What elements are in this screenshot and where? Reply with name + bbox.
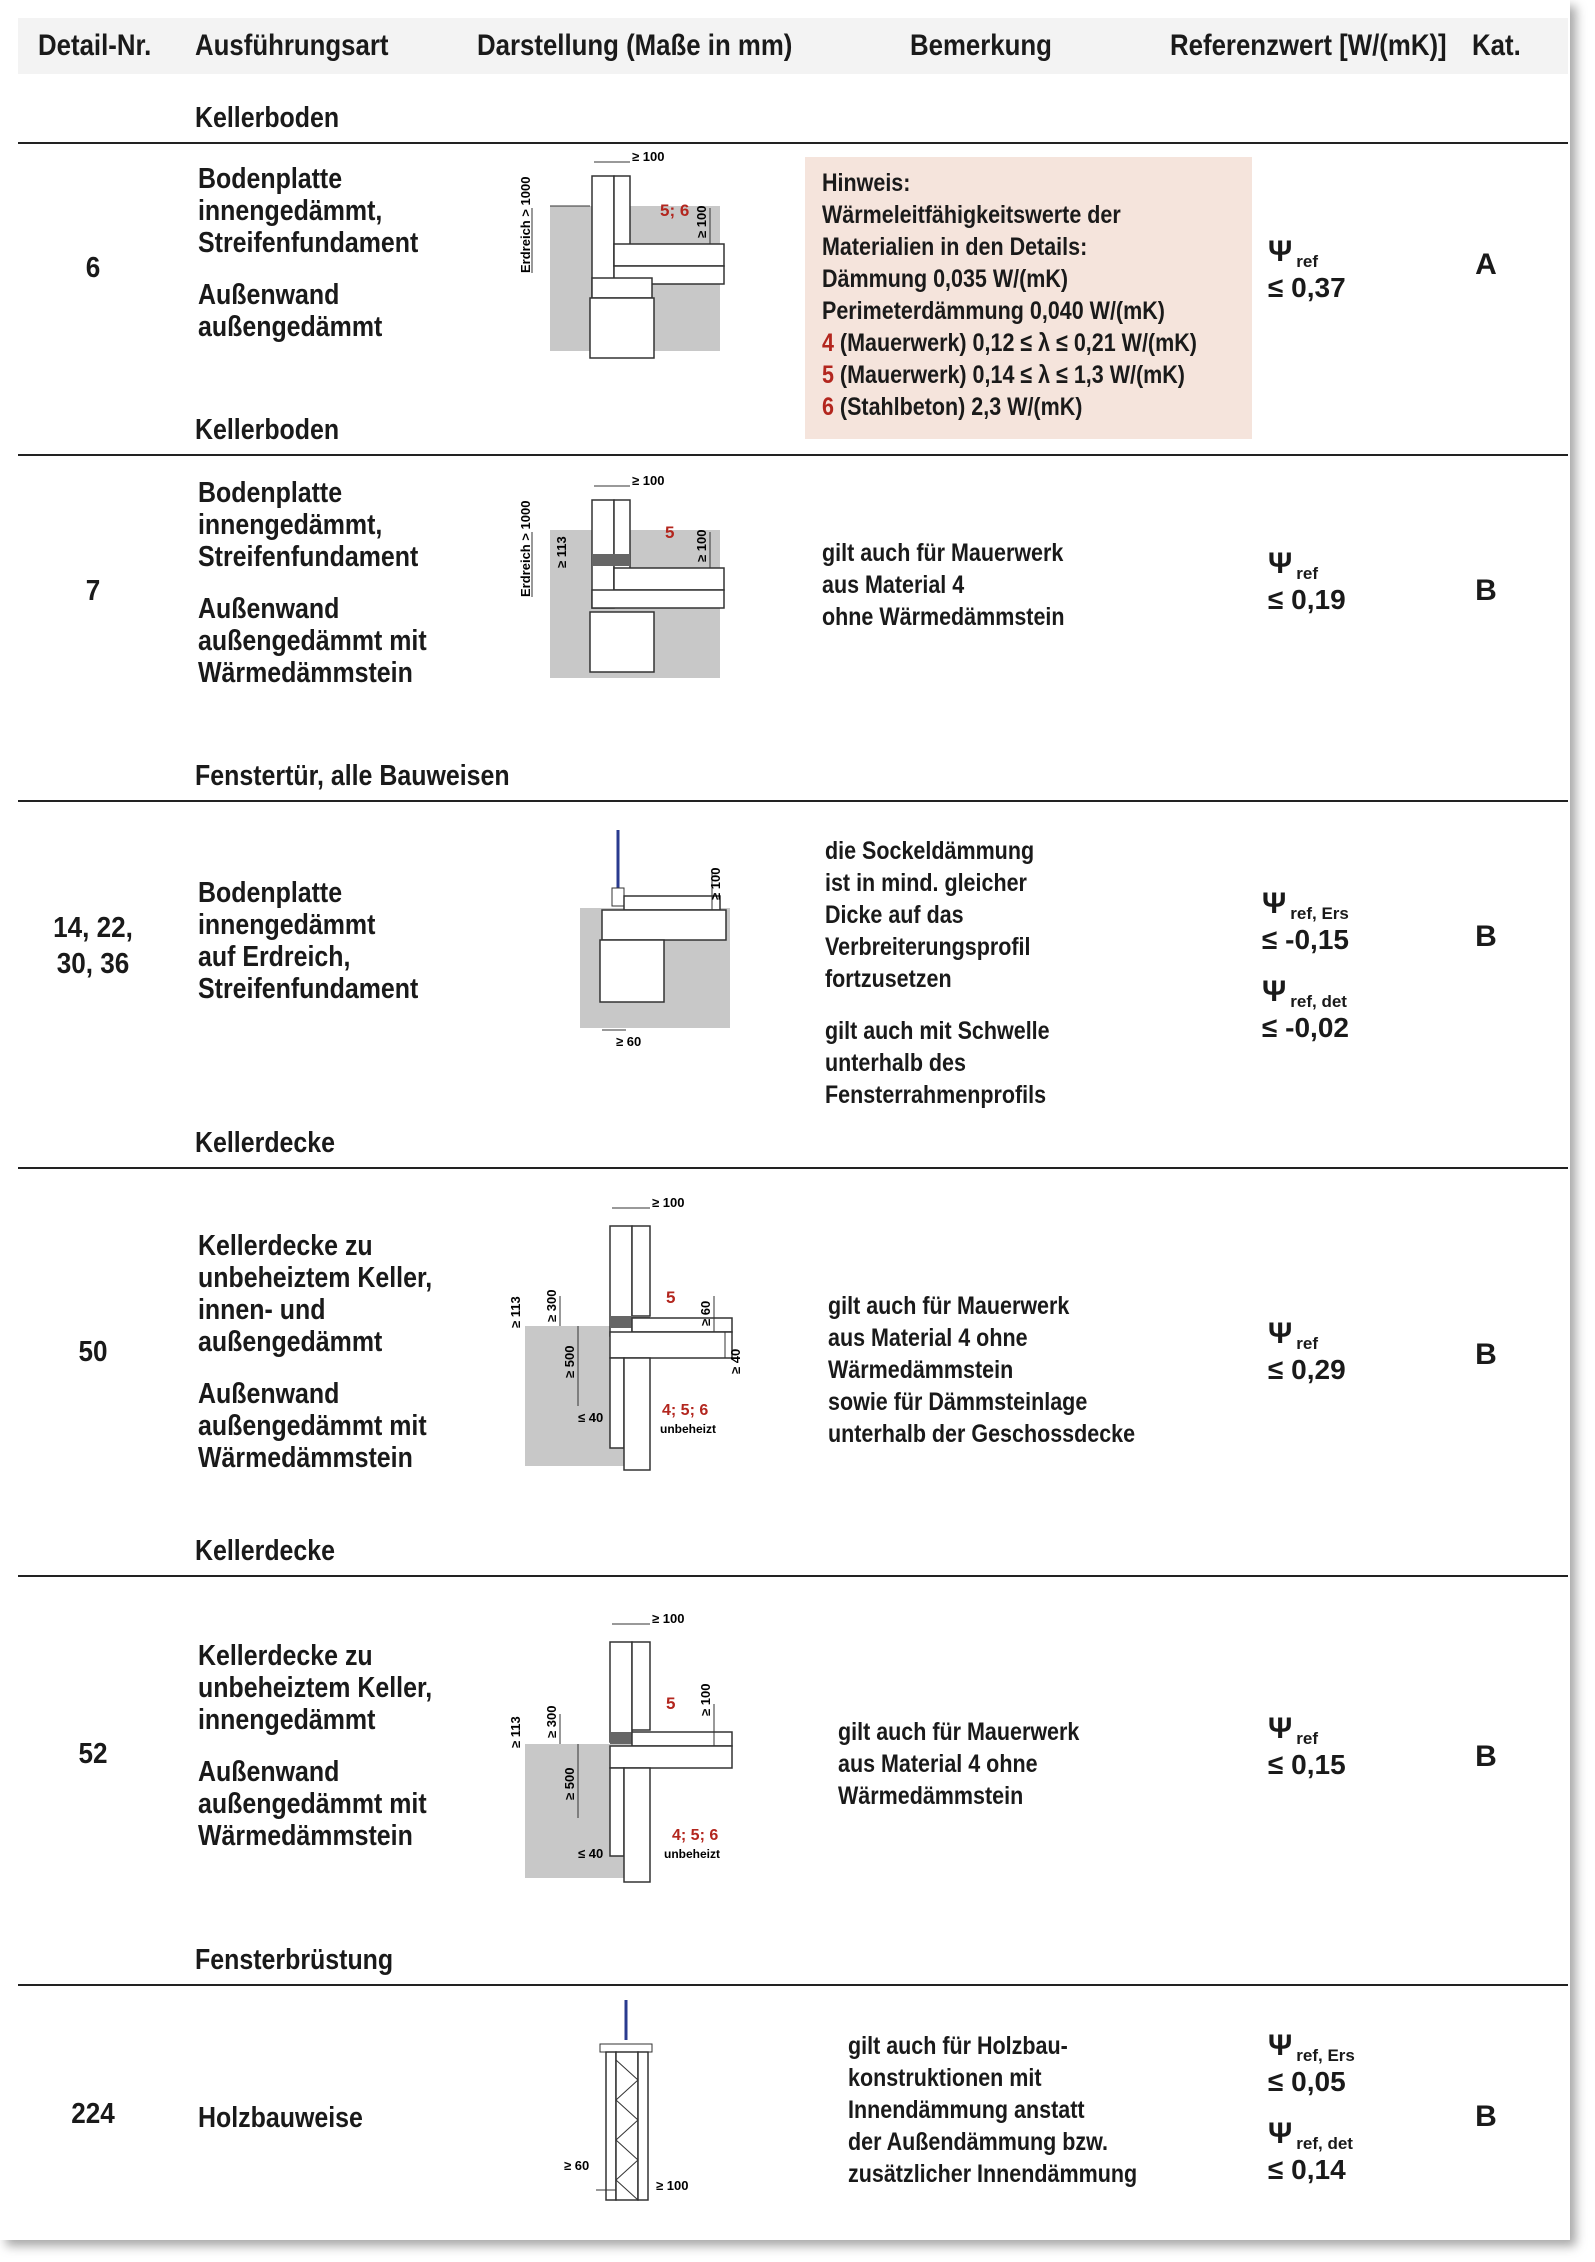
svg-text:4; 5; 6: 4; 5; 6 <box>672 1827 719 1844</box>
type-description: Holzbauweise <box>198 2102 363 2134</box>
row-divider <box>18 142 1568 144</box>
detail-drawing-224 <box>560 2000 740 2210</box>
header-type: Ausführungsart <box>195 29 389 62</box>
svg-text:5: 5 <box>666 1288 676 1307</box>
row-divider <box>18 454 1568 456</box>
detail-number: 50 <box>78 1336 108 1368</box>
psi-value: Ψ $_{ref}$ ≤ 0,15 <box>1268 1712 1346 1780</box>
type-description: Kellerdecke zu unbeheiztem Keller, innengedämmt Außenwand außengedämmt mit Wärmedämmstein <box>198 1640 433 1852</box>
svg-text:unbeheizt: unbeheizt <box>664 1847 720 1861</box>
svg-text:≥ 113: ≥ 113 <box>554 536 569 568</box>
detail-number: 52 <box>78 1738 108 1770</box>
detail-drawing-14 <box>540 830 740 1070</box>
svg-text:≥ 100: ≥ 100 <box>632 473 665 488</box>
svg-text:≥ 300: ≥ 300 <box>544 1705 559 1738</box>
svg-text:4; 5; 6: 4; 5; 6 <box>662 1402 709 1419</box>
section-title: Fenstertür, alle Bauweisen <box>195 760 510 792</box>
remark: gilt auch für Mauerwerk aus Material 4 ohne Wärmedämmstein sowie für Dämmsteinlage unterhalb der Geschossdecke <box>828 1292 1136 1448</box>
category: B <box>1475 2100 1497 2133</box>
svg-text:≥ 100: ≥ 100 <box>708 867 723 900</box>
svg-text:≤ 40: ≤ 40 <box>578 1410 604 1425</box>
remark: gilt auch für Mauerwerk aus Material 4 ohne Wärmedämmstein <box>838 1718 1080 1810</box>
svg-text:Erdreich > 1000: Erdreich > 1000 <box>518 500 533 597</box>
detail-drawing-50 <box>500 1196 750 1476</box>
type-description: Kellerdecke zu unbeheiztem Keller, innen- und außengedämmt Außenwand außengedämmt mit Wärmedämmstein <box>198 1230 433 1474</box>
remark: gilt auch für Mauerwerk aus Material 4 ohne Wärmedämmstein <box>822 539 1065 631</box>
category: A <box>1475 248 1497 281</box>
header-drawing: Darstellung (Maße in mm) <box>477 29 793 62</box>
svg-text:unbeheizt: unbeheizt <box>660 1422 716 1436</box>
hint-text: Hinweis: Wärmeleitfähigkeitswerte der Materialien in den Details: Dämmung 0,035 W/(mK) Perimeterdämmung 0,040 W/(mK) 4 (Mauerwerk) 0,12 ≤ λ ≤ 0,21 W/(mK) 5 (Mauerwerk) 0,14 ≤ λ ≤ 1,3 W/(mK) 6 (Stahlbeton) 2,3 W/(mK) <box>822 169 1197 421</box>
category: B <box>1475 920 1497 953</box>
svg-text:Erdreich > 1000: Erdreich > 1000 <box>518 176 533 273</box>
category: B <box>1475 1338 1497 1371</box>
detail-drawing-7 <box>510 472 730 682</box>
row-divider <box>18 1984 1568 1986</box>
detail-drawing-6 <box>510 148 730 358</box>
svg-text:≥ 100: ≥ 100 <box>652 1611 685 1626</box>
svg-text:≥ 100: ≥ 100 <box>694 205 709 238</box>
svg-text:≥ 500: ≥ 500 <box>562 1767 577 1800</box>
detail-number: 14, 22, 30, 36 <box>53 912 133 980</box>
row-divider <box>18 1167 1568 1169</box>
svg-text:5; 6: 5; 6 <box>660 201 690 220</box>
svg-text:5: 5 <box>665 523 675 542</box>
row-divider <box>18 800 1568 802</box>
psi-value: Ψ $_{ref}$ ≤ 0,37 <box>1268 235 1346 303</box>
category: B <box>1475 574 1497 607</box>
header-cat: Kat. <box>1472 29 1521 62</box>
svg-text:≥ 60: ≥ 60 <box>616 1034 642 1049</box>
psi-value: Ψ $_{ref, Ers}$ ≤ -0,15 Ψ $_{ref, det}$ ≤ -0,02 <box>1262 887 1349 1043</box>
psi-value: Ψ $_{ref}$ ≤ 0,29 <box>1268 1317 1346 1385</box>
svg-text:≤ 40: ≤ 40 <box>578 1846 604 1861</box>
svg-text:5: 5 <box>666 1694 676 1713</box>
section-title: Kellerboden <box>195 102 340 134</box>
svg-text:≥ 100: ≥ 100 <box>656 2178 689 2193</box>
type-description: Bodenplatte innengedämmt, Streifenfundament Außenwand außengedämmt mit Wärmedämmstein <box>198 477 427 689</box>
svg-text:≥ 300: ≥ 300 <box>544 1289 559 1322</box>
svg-text:≥ 500: ≥ 500 <box>562 1345 577 1378</box>
type-description: Bodenplatte innengedämmt auf Erdreich, Streifenfundament <box>198 877 419 1005</box>
section-title: Kellerboden <box>195 414 340 446</box>
svg-text:≥ 113: ≥ 113 <box>508 1296 523 1328</box>
svg-text:≥ 100: ≥ 100 <box>632 149 665 164</box>
row-divider <box>18 1575 1568 1577</box>
detail-number: 224 <box>71 2098 115 2130</box>
psi-value: Ψ $_{ref}$ ≤ 0,19 <box>1268 547 1346 615</box>
svg-text:≥ 40: ≥ 40 <box>728 1348 743 1374</box>
psi-value: Ψ $_{ref, Ers}$ ≤ 0,05 Ψ $_{ref, det}$ ≤ 0,14 <box>1268 2029 1355 2185</box>
remark: die Sockeldämmung ist in mind. gleicher Dicke auf das Verbreiterungsprofil fortzusetzen gilt auch mit Schwelle unterhalb des Fensterrahmenprofils <box>825 837 1050 1109</box>
header-detail: Detail-Nr. <box>38 29 152 62</box>
detail-number: 6 <box>85 252 101 284</box>
detail-number: 7 <box>85 575 101 607</box>
section-title: Kellerdecke <box>195 1127 336 1159</box>
remark: gilt auch für Holzbau- konstruktionen mit Innendämmung anstatt der Außendämmung bzw. zusätzlicher Innendämmung <box>848 2032 1138 2188</box>
svg-text:≥ 100: ≥ 100 <box>694 529 709 562</box>
category: B <box>1475 1740 1497 1773</box>
header-ref: Referenzwert [W/(mK)] <box>1170 29 1447 62</box>
type-description: Bodenplatte innengedämmt, Streifenfundament Außenwand außengedämmt <box>198 163 419 343</box>
section-title: Fensterbrüstung <box>195 1944 394 1976</box>
header-remark: Bemerkung <box>910 29 1052 62</box>
detail-drawing-52 <box>500 1604 750 1884</box>
svg-text:≥ 100: ≥ 100 <box>698 1683 713 1716</box>
section-title: Kellerdecke <box>195 1535 336 1567</box>
svg-text:≥ 60: ≥ 60 <box>564 2158 590 2173</box>
svg-text:≥ 100: ≥ 100 <box>652 1195 685 1210</box>
svg-text:≥ 113: ≥ 113 <box>508 1716 523 1748</box>
svg-text:≥ 60: ≥ 60 <box>698 1300 713 1326</box>
